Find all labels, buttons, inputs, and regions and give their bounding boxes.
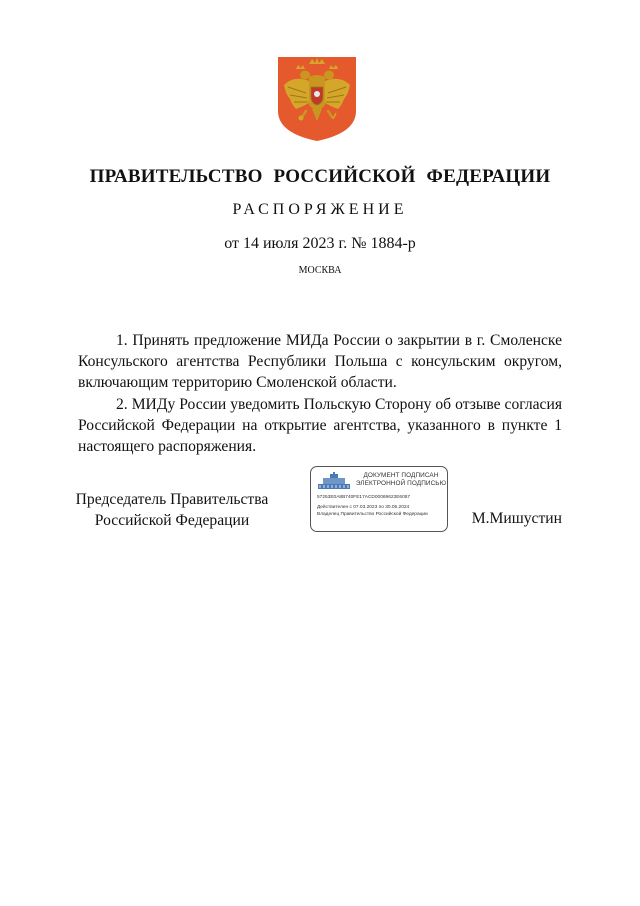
e-signature-serial: 57253E0A8B740FE17ACD00069623E6057 <box>317 495 411 500</box>
e-signature-validity: Действителен с 07.03.2023 по 30.05.2024 <box>317 505 410 510</box>
e-signature-heading: ДОКУМЕНТ ПОДПИСАН ЭЛЕКТРОННОЙ ПОДПИСЬЮ <box>355 472 447 487</box>
paragraph-1: 1. Принять предложение МИДа России о закрытии в г. Смоленске Консульского агентства Республики Польша с консульским округом, включающим территорию Смоленской области. <box>78 332 562 392</box>
document-type: РАСПОРЯЖЕНИЕ <box>232 201 408 218</box>
signer-position-line-1: Председатель Правительства <box>75 491 269 508</box>
coat-of-arms-icon <box>276 55 358 143</box>
signer-position <box>70 489 274 531</box>
signer-name: М.Мишустин <box>471 510 562 527</box>
electronic-signature-stamp <box>310 466 448 532</box>
signer-position-line-2: Российской Федерации <box>94 512 250 529</box>
government-building-icon <box>317 472 351 490</box>
document-date-number: от 14 июля 2023 г. № 1884-р <box>224 235 416 252</box>
document-city: МОСКВА <box>298 265 342 276</box>
issuer-title: ПРАВИТЕЛЬСТВО РОССИЙСКОЙ ФЕДЕРАЦИИ <box>89 166 551 187</box>
paragraph-2: 2. МИДу России уведомить Польскую Сторону об отзыве согласия Российской Федерации на открытие агентства, указанного в пункте 1 настоящего распоряжения. <box>78 395 562 456</box>
e-signature-owner: Владелец Правительство Российской Федерации <box>317 512 428 517</box>
document-body <box>78 330 562 457</box>
